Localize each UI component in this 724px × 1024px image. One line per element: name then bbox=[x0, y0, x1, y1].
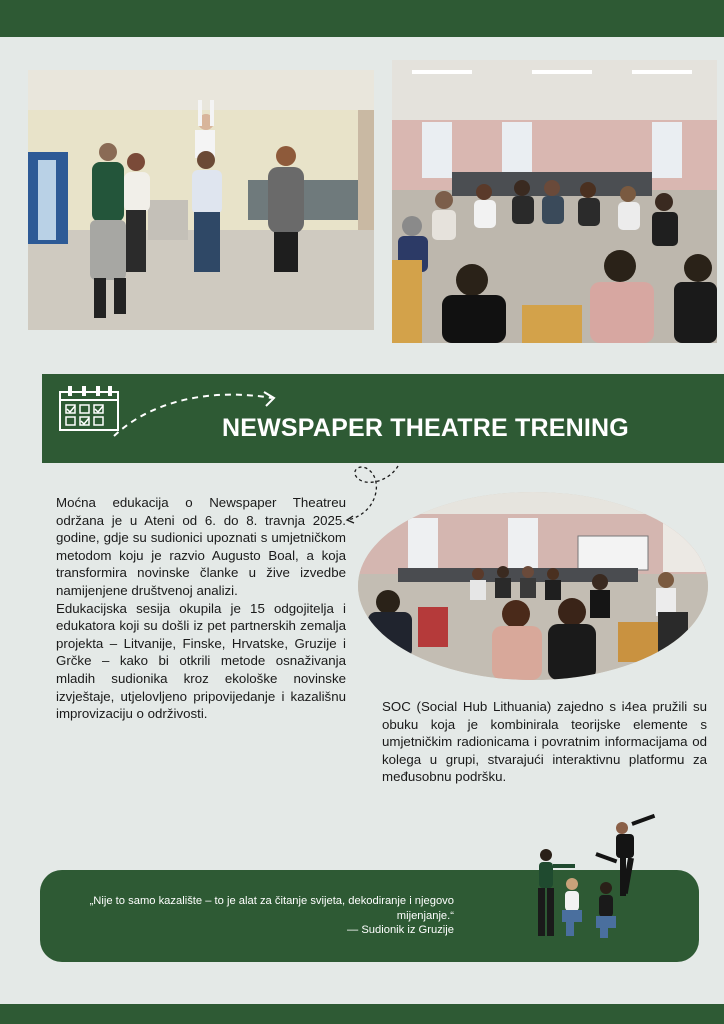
workshop-photo-circle bbox=[392, 60, 717, 343]
quote-author: — Sudionik iz Gruzije bbox=[347, 924, 454, 936]
paragraph-session: Edukacijska sesija okupila je 15 odgojitelja i edukatora koji su došli iz pet partnerskih zemalja projekta – Litvanije, Finske, Hrvatske, Gruzije i Grčke – kako bi otkrili metode osnaživanja mladih sudionika kroz ekološke novinske izvještaje, utjelovljeno pripovijedanje i kazališnu improvizaciju o održivosti. bbox=[56, 600, 346, 722]
bottom-bar bbox=[0, 1004, 724, 1024]
workshop-photo-exercise bbox=[28, 70, 374, 330]
swirl-arrow-icon bbox=[340, 462, 410, 524]
main-article-text bbox=[56, 494, 346, 723]
paragraph-intro: Moćna edukacija o Newspaper Theatreu održana je u Ateni od 6. do 8. travnja 2025. godine, gdje su sudionici upoznati s umjetničkom metodom koju je razvio Augusto Boal, a koja transformira novinske članke u žive izvedbe namijenjene društvenoj analizi. bbox=[56, 495, 346, 598]
workshop-photo-classroom-oval bbox=[358, 492, 708, 680]
side-article-text: SOC (Social Hub Lithuania) zajedno s i4ea pružili su obuku koja je kombinirala teorijske elemente s umjetničkim radionicama i povratnim informacijama od kolega u grupi, stvarajući interaktivnu platformu za međusobnu podršku. bbox=[382, 699, 707, 785]
page-title: NEWSPAPER THEATRE TRENING bbox=[222, 414, 629, 442]
people-illustration bbox=[512, 812, 672, 947]
quote-text: „Nije to samo kazalište – to je alat za čitanje svijeta, dekodiranje i njegovo mijenjanje.“ bbox=[89, 895, 454, 922]
top-bar bbox=[0, 0, 724, 37]
title-band bbox=[42, 374, 724, 463]
